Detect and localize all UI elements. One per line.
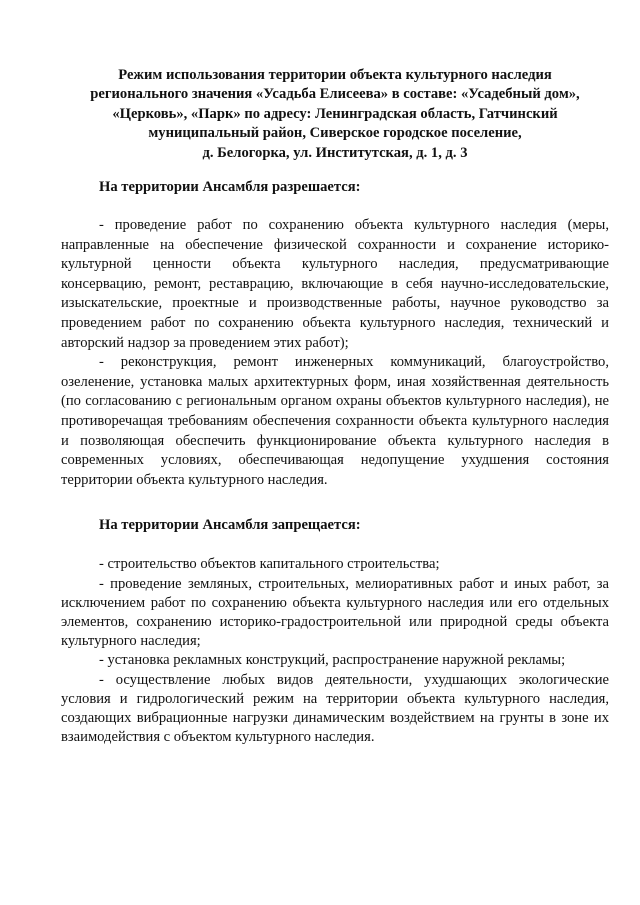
title-line: Режим использования территории объекта культурного наследия	[118, 67, 552, 83]
forbidden-item: - проведение земляных, строительных, мелиоративных работ и иных работ, за исключением работ по сохранению объекта культурного наследия или его отдельных элементов, сохранению историко-градостроительной или природной среды объекта культурного наследия;	[61, 575, 609, 650]
title-line: д. Белогорка, ул. Институтская, д. 1, д. 3	[202, 144, 468, 161]
title-line: «Церковь», «Парк» по адресу: Ленинградская область, Гатчинский	[112, 105, 558, 122]
forbidden-item: - строительство объектов капитального строительства;	[99, 556, 440, 573]
forbidden-list	[61, 555, 609, 747]
allowed-item: - реконструкция, ремонт инженерных коммуникаций, благоустройство, озеленение, установка малых архитектурных форм, иная хозяйственная деятельность (по согласованию с региональным органом охраны объектов культурного наследия), не противоречащая требованиям обеспечения сохранности объекта культурного наследия и позволяющая обеспечить функционирование объекта культурного наследия в современных условиях, обеспечивающая недопущение ухудшения состояния территории объекта культурного наследия.	[61, 354, 609, 488]
document-title	[61, 66, 609, 163]
document-page	[61, 66, 609, 747]
forbidden-item: - осуществление любых видов деятельности, ухудшающих экологические условия и гидрологический режим на территории объекта культурного наследия, создающих вибрационные нагрузки динамическим воздействием на грунты в зоне их взаимодействия с объектом культурного наследия.	[61, 671, 609, 746]
allowed-heading: На территории Ансамбля разрешается:	[99, 179, 361, 196]
forbidden-heading: На территории Ансамбля запрещается:	[99, 517, 361, 534]
forbidden-item: - установка рекламных конструкций, распространение наружной рекламы;	[99, 652, 566, 669]
title-line: муниципальный район, Сиверское городское поселение,	[148, 125, 522, 142]
title-line: регионального значения «Усадьба Елисеева» в составе: «Усадебный дом»,	[90, 86, 580, 103]
allowed-item: - проведение работ по сохранению объекта культурного наследия (меры, направленные на обеспечение физической сохранности и сохранение историко-культурной ценности объекта культурного наследия, предусматривающие консервацию, ремонт, реставрацию, включающие в себя научно-исследовательские, изыскательские, проектные и производственные работы, научное руководство за проведением работ по сохранению объекта культурного наследия, технический и авторский надзор за проведением этих работ);	[61, 217, 609, 351]
allowed-list	[61, 216, 609, 490]
